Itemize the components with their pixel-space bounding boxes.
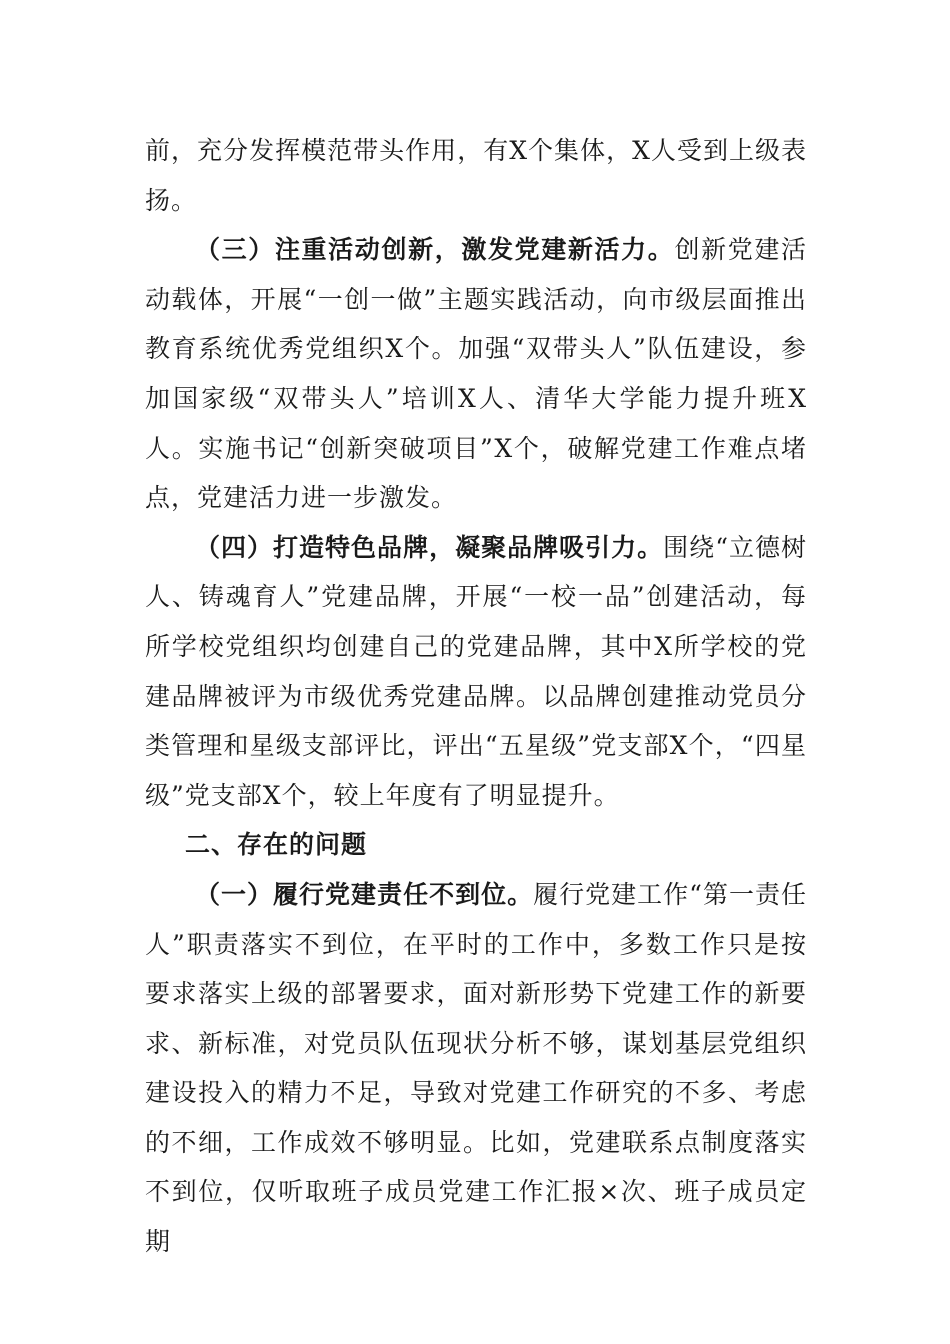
paragraph-responsibility bbox=[145, 870, 807, 1267]
document-body bbox=[145, 126, 807, 1267]
paragraph-text: 围绕“立德树人、铸魂育人”党建品牌，开展“一校一品”创建活动，每所学校党组织均创建自己的党建品牌，其中Ⅹ所学校的党建品牌被评为市级优秀党建品牌。以品牌创建推动党员分类管理和星级支部评比，评出“五星级”党支部Ⅹ个，“四星级”党支部Ⅹ个，较上年度有了明显提升。 bbox=[145, 532, 807, 810]
paragraph-text: 创新党建活动载体，开展“一创一做”主题实践活动，向市级层面推出教育系统优秀党组织Ⅹ个。加强“双带头人”队伍建设，参加国家级“双带头人”培训Ⅹ人、清华大学能力提升班Ⅹ人。实施书记“创新突破项目”Ⅹ个，破解党建工作难点堵点，党建活力进一步激发。 bbox=[145, 235, 807, 513]
paragraph-continuation bbox=[145, 126, 807, 225]
paragraph-lead: （三）注重活动创新，激发党建新活力。 bbox=[195, 235, 675, 265]
paragraph-lead: （四）打造特色品牌，凝聚品牌吸引力。 bbox=[195, 532, 664, 562]
paragraph-lead: （一）履行党建责任不到位。 bbox=[195, 879, 534, 909]
paragraph-brand-building bbox=[145, 523, 807, 821]
paragraph-text: 履行党建工作“第一责任人”职责落实不到位，在平时的工作中，多数工作只是按要求落实上级的部署要求，面对新形势下党建工作的新要求、新标准，对党员队伍现状分析不够，谋划基层党组织建设投入的精力不足，导致对党建工作研究的不多、考虑的不细，工作成效不够明显。比如，党建联系点制度落实不到位，仅听取班子成员党建工作汇报×次、班子成员定期 bbox=[145, 879, 807, 1257]
paragraph-activity-innovation bbox=[145, 225, 807, 523]
paragraph-text: 前，充分发挥模范带头作用，有Ⅹ个集体，Ⅹ人受到上级表扬。 bbox=[145, 136, 807, 215]
section-heading: 二、存在的问题 bbox=[185, 830, 368, 860]
